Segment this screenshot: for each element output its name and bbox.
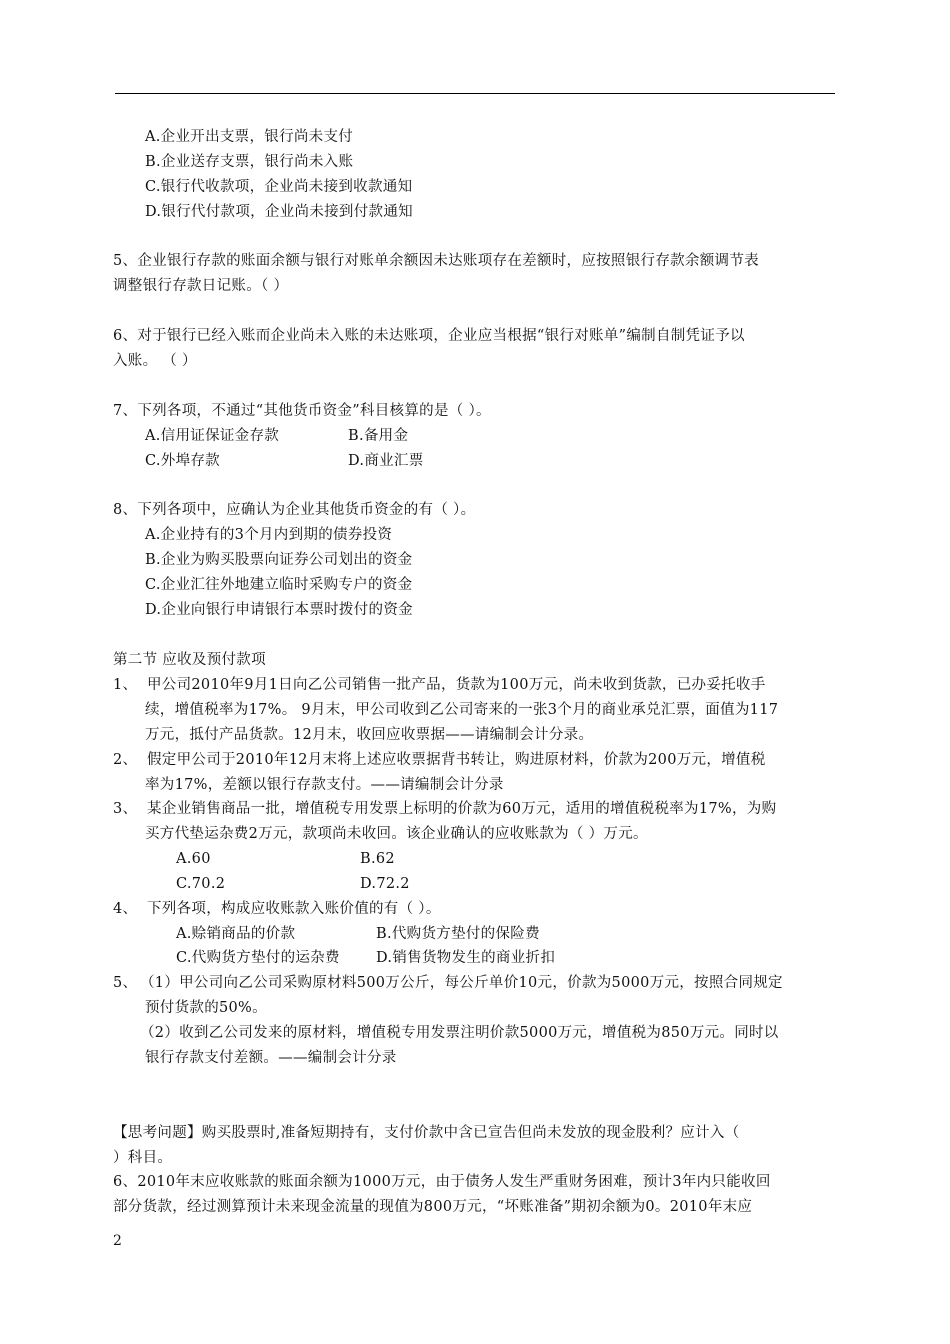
- s2-item1-line2: 续，增值税率为17%。 9月末，甲公司收到乙公司寄来的一张3个月的商业承兑汇票，面值为117: [145, 702, 779, 718]
- s2-item5-line3: （2）收到乙公司发来的原材料，增值税专用发票注明价款5000万元，增值税为850万元。同时以: [140, 1025, 779, 1041]
- q7-option-c: C.外埠存款: [145, 453, 220, 469]
- s2-item3-line1: 某企业销售商品一批，增值税专用发票上标明的价款为60万元，适用的增值税税率为17%，为购: [147, 801, 777, 817]
- page-number: 2: [113, 1233, 122, 1249]
- q5-line1: 5、企业银行存款的账面余额与银行对账单余额因未达账项存在差额时，应按照银行存款余额调节表: [113, 253, 759, 269]
- s2-item4-option-d: D.销售货物发生的商业折扣: [376, 950, 556, 966]
- s2-item4-stem: 下列各项，构成应收账款入账价值的有（ ）。: [147, 901, 441, 917]
- s2-item1-line1: 甲公司2010年9月1日向乙公司销售一批产品，货款为100万元，尚未收到货款，已办妥托收手: [147, 677, 766, 693]
- s2-item5-line1: （1）甲公司向乙公司采购原材料500万公斤，每公斤单价10元，价款为5000万元，按照合同规定: [140, 975, 783, 991]
- s2-item5-line4: 银行存款支付差额。——编制会计分录: [145, 1050, 397, 1066]
- s2-item4-number: 4、: [113, 901, 138, 917]
- q6-line2: 入账。 （ ）: [113, 353, 197, 369]
- q7-stem: 7、下列各项，不通过“其他货币资金”科目核算的是（ ）。: [113, 403, 491, 419]
- q6b-line2: 部分货款，经过测算预计未来现金流量的现值为800万元，“坏账准备”期初余额为0。2010年末应: [113, 1199, 753, 1215]
- think-question-line2: ）科目。: [113, 1150, 173, 1166]
- s2-item4-option-a: A.赊销商品的价款: [176, 926, 296, 942]
- s2-item3-line2: 买方代垫运杂费2万元，款项尚未收回。该企业确认的应收账款为（ ）万元。: [145, 826, 648, 842]
- q8-option-c: C.企业汇往外地建立临时采购专户的资金: [145, 577, 413, 593]
- s2-item3-option-d: D.72.2: [360, 876, 410, 892]
- header-rule: [115, 93, 835, 94]
- q8-stem: 8、下列各项中，应确认为企业其他货币资金的有（ ）。: [113, 502, 476, 518]
- q4-option-d: D.银行代付款项，企业尚未接到付款通知: [145, 204, 413, 220]
- q6b-line1: 6、2010年末应收账款的账面余额为1000万元，由于债务人发生严重财务困难，预计3年内只能收回: [113, 1174, 771, 1190]
- q8-option-d: D.企业向银行申请银行本票时拨付的资金: [145, 602, 413, 618]
- s2-item5-number: 5、: [113, 975, 138, 991]
- q7-option-b: B.备用金: [348, 428, 409, 444]
- q6-line1: 6、对于银行已经入账而企业尚未入账的未达账项，企业应当根据“银行对账单”编制自制凭证予以: [113, 328, 745, 344]
- s2-item2-line1: 假定甲公司于2010年12月末将上述应收票据背书转让，购进原材料，价款为200万元，增值税: [147, 752, 766, 768]
- q8-option-a: A.企业持有的3个月内到期的债券投资: [145, 527, 393, 543]
- q4-option-b: B.企业送存支票，银行尚未入账: [145, 154, 354, 170]
- q5-line2: 调整银行存款日记账。（ ）: [113, 278, 289, 294]
- section-heading: 第二节 应收及预付款项: [113, 652, 266, 668]
- q4-option-a: A.企业开出支票，银行尚未支付: [145, 129, 354, 145]
- s2-item4-option-b: B.代购货方垫付的保险费: [376, 926, 540, 942]
- q8-option-b: B.企业为购买股票向证券公司划出的资金: [145, 552, 413, 568]
- s2-item3-option-a: A.60: [176, 851, 211, 867]
- s2-item2-line2: 率为17%，差额以银行存款支付。——请编制会计分录: [145, 777, 504, 793]
- think-question-line1: 【思考问题】购买股票时,准备短期持有，支付价款中含已宣告但尚未发放的现金股利？应计入（: [113, 1125, 740, 1141]
- s2-item1-number: 1、: [113, 677, 138, 693]
- s2-item4-option-c: C.代购货方垫付的运杂费: [176, 950, 340, 966]
- s2-item3-option-b: B.62: [360, 851, 395, 867]
- s2-item3-option-c: C.70.2: [176, 876, 226, 892]
- s2-item2-number: 2、: [113, 752, 138, 768]
- s2-item1-line3: 万元，抵付产品货款。12月末，收回应收票据——请编制会计分录。: [145, 727, 594, 743]
- q4-option-c: C.银行代收款项，企业尚未接到收款通知: [145, 179, 413, 195]
- s2-item5-line2: 预付货款的50%。: [145, 1000, 267, 1016]
- q7-option-d: D.商业汇票: [348, 453, 424, 469]
- s2-item3-number: 3、: [113, 801, 138, 817]
- q7-option-a: A.信用证保证金存款: [145, 428, 280, 444]
